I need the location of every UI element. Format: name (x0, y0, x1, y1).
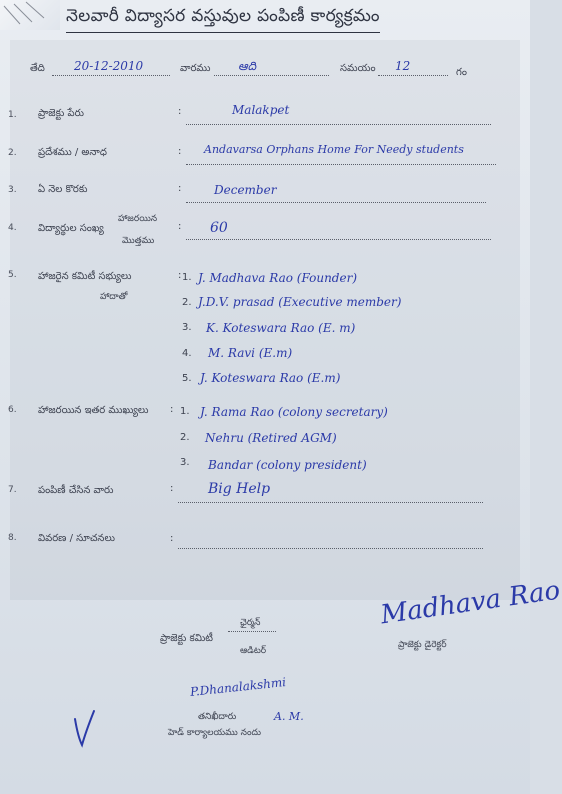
committee-signature-label: ప్రాజెక్టు కమిటీ (160, 633, 213, 644)
field-3-line (186, 201, 486, 203)
field-7-label: పంపిణీ చేసిన వారు (38, 485, 114, 496)
chairman-line (228, 630, 276, 632)
committee-4-name: M. Ravi (E.m) (208, 346, 293, 360)
field-2-label: ప్రదేశము / అనాధ (38, 147, 107, 158)
field-2-value: Andavarsa Orphans Home For Needy students (204, 143, 464, 156)
field-6-label: హాజరయిన ఇతర ముఖ్యులు (38, 405, 149, 416)
committee-4-index: 4. (182, 348, 192, 359)
others-1-name: J. Rama Rao (colony secretary) (200, 405, 388, 419)
field-6-number: 6. (8, 405, 17, 415)
field-5-label: హాజరైన కమిటీ సభ్యులు (38, 271, 132, 282)
committee-1-index: 1. (182, 272, 192, 283)
field-7-value: Big Help (208, 481, 271, 497)
field-6-colon: : (170, 404, 174, 415)
field-4-line (186, 238, 491, 240)
committee-2-index: 2. (182, 297, 192, 308)
committee-3-name: K. Koteswara Rao (E. m) (206, 321, 356, 335)
field-2-colon: : (178, 146, 182, 157)
field-8-colon: : (170, 533, 174, 544)
field-5-sublabel: హాదాతో (100, 292, 128, 302)
corner-scribble-icon (0, 0, 50, 28)
others-3-name: Bandar (colony president) (208, 458, 367, 472)
field-1-line (186, 123, 491, 125)
field-8-number: 8. (8, 533, 17, 543)
committee-5-index: 5. (182, 373, 192, 384)
field-4-sublabel-bottom: మొత్తము (122, 236, 155, 246)
committee-5-name: J. Koteswara Rao (E.m) (200, 371, 341, 385)
time-suffix: గం (456, 67, 467, 78)
field-4-sublabel-top: హాజరయిన (118, 214, 158, 224)
inspector-label: తనిఖీదారు (198, 712, 237, 722)
field-1-number: 1. (8, 110, 17, 120)
others-2-index: 2. (180, 432, 190, 443)
day-line (214, 74, 329, 76)
field-1-colon: : (178, 106, 182, 117)
field-7-number: 7. (8, 485, 17, 495)
field-8-label: వివరణ / సూచనలు (38, 533, 116, 544)
field-4-label: విద్యార్థుల సంఖ్య (38, 223, 104, 234)
day-value: ఆది (238, 59, 257, 73)
form-title: నెలవారీ విద్యాసర వస్తువుల పంపిణీ కార్యక్రమం (66, 6, 380, 33)
field-3-label: ఏ నెల కొరకు (38, 184, 88, 195)
others-1-index: 1. (180, 406, 190, 417)
field-4-value: 60 (210, 220, 228, 236)
committee-2-name: J.D.V. prasad (Executive member) (198, 295, 402, 309)
assist-label: ఆడిటర్ (240, 646, 267, 656)
date-line (52, 74, 170, 76)
chairman-label: ఛైర్మన్ (240, 618, 261, 628)
director-label: ప్రాజెక్టు డైరెక్టర్ (398, 640, 447, 650)
field-1-value: Malakpet (232, 103, 290, 117)
field-2-line (186, 163, 496, 165)
inspector-initials: A. M. (274, 710, 304, 723)
ink-mark-icon (72, 705, 96, 755)
day-label: వారము (180, 63, 211, 74)
field-7-line (178, 501, 483, 503)
office-label: హెడ్ కార్యాలయము నందు (168, 728, 261, 738)
committee-3-index: 3. (182, 322, 192, 333)
director-signature: Madhava Rao (378, 575, 562, 631)
date-label: తేది (30, 63, 45, 74)
field-4-number: 4. (8, 223, 17, 233)
field-3-colon: : (178, 183, 182, 194)
field-5-number: 5. (8, 270, 17, 280)
field-8-line (178, 547, 483, 549)
field-7-colon: : (170, 483, 174, 494)
field-3-value: December (214, 183, 277, 197)
others-2-name: Nehru (Retired AGM) (205, 431, 337, 445)
field-4-colon: : (178, 221, 182, 232)
time-label: సమయం (340, 63, 376, 74)
field-5-colon: : (178, 270, 182, 281)
others-3-index: 3. (180, 457, 190, 468)
field-2-number: 2. (8, 148, 17, 158)
time-value: 12 (395, 59, 411, 73)
committee-1-name: J. Madhava Rao (Founder) (198, 271, 357, 285)
inspector-signature: P.Dhanalakshmi (189, 675, 287, 699)
time-line (378, 74, 448, 76)
field-1-label: ప్రాజెక్టు పేరు (38, 108, 84, 119)
field-3-number: 3. (8, 185, 17, 195)
date-value: 20-12-2010 (74, 59, 144, 73)
